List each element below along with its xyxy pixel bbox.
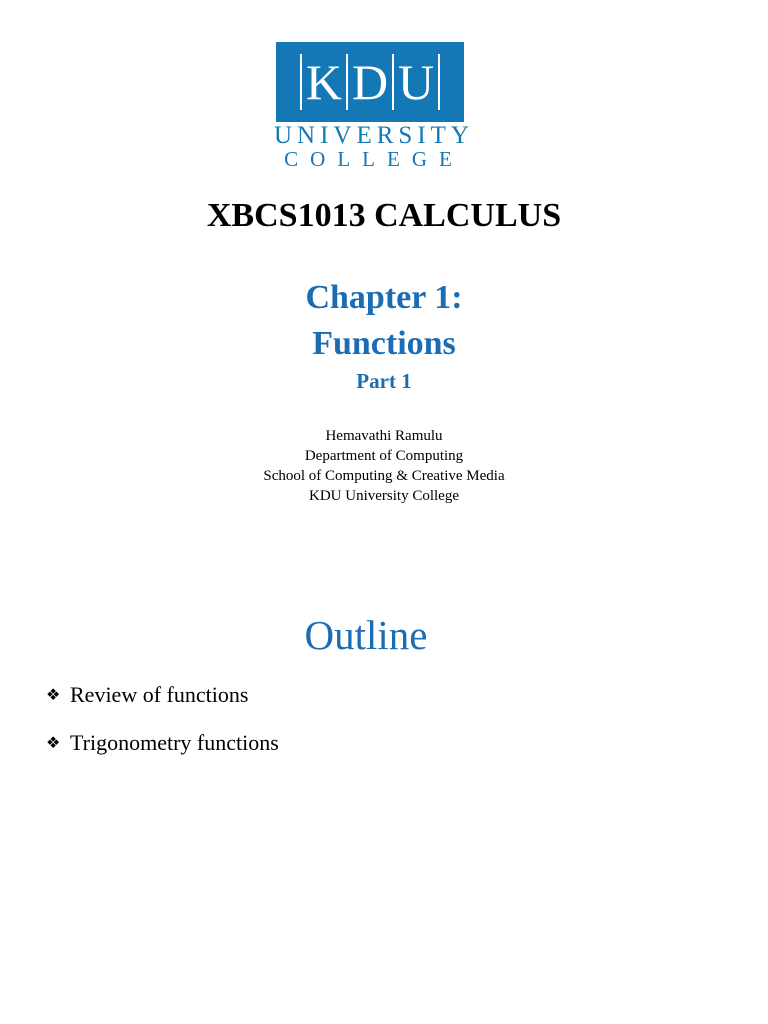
chapter-part: Part 1	[356, 369, 412, 393]
kdu-logo	[274, 40, 474, 171]
logo-letter-k: K	[305, 54, 342, 110]
outline-item	[46, 680, 279, 710]
logo-university: UNIVERSITY	[274, 122, 474, 149]
logo-separator	[346, 54, 348, 110]
outline-item-label: Review of functions	[70, 682, 249, 707]
diamond-bullet-icon: ❖	[46, 733, 61, 752]
author-school: School of Computing & Creative Media	[263, 468, 505, 484]
chapter-title: Functions	[312, 325, 456, 362]
course-title: XBCS1013 CALCULUS	[206, 197, 562, 234]
logo-separator	[300, 54, 302, 110]
logo-letter-u: U	[398, 54, 435, 110]
author-department: Department of Computing	[304, 448, 464, 464]
chapter-number: Chapter 1:	[305, 279, 463, 316]
outline-heading: Outline	[304, 612, 428, 658]
logo-box	[276, 42, 464, 122]
logo-letters	[276, 42, 464, 122]
logo-college: COLLEGE	[284, 147, 464, 171]
author-name: Hemavathi Ramulu	[325, 428, 443, 444]
author-block	[0, 426, 768, 506]
logo-separator	[438, 54, 440, 110]
outline-list	[46, 680, 279, 776]
logo-separator	[392, 54, 394, 110]
logo-letter-d: D	[351, 54, 389, 110]
outline-item-label: Trigonometry functions	[70, 730, 279, 755]
diamond-bullet-icon: ❖	[46, 685, 61, 704]
outline-item	[46, 728, 279, 758]
author-institution: KDU University College	[309, 488, 459, 504]
